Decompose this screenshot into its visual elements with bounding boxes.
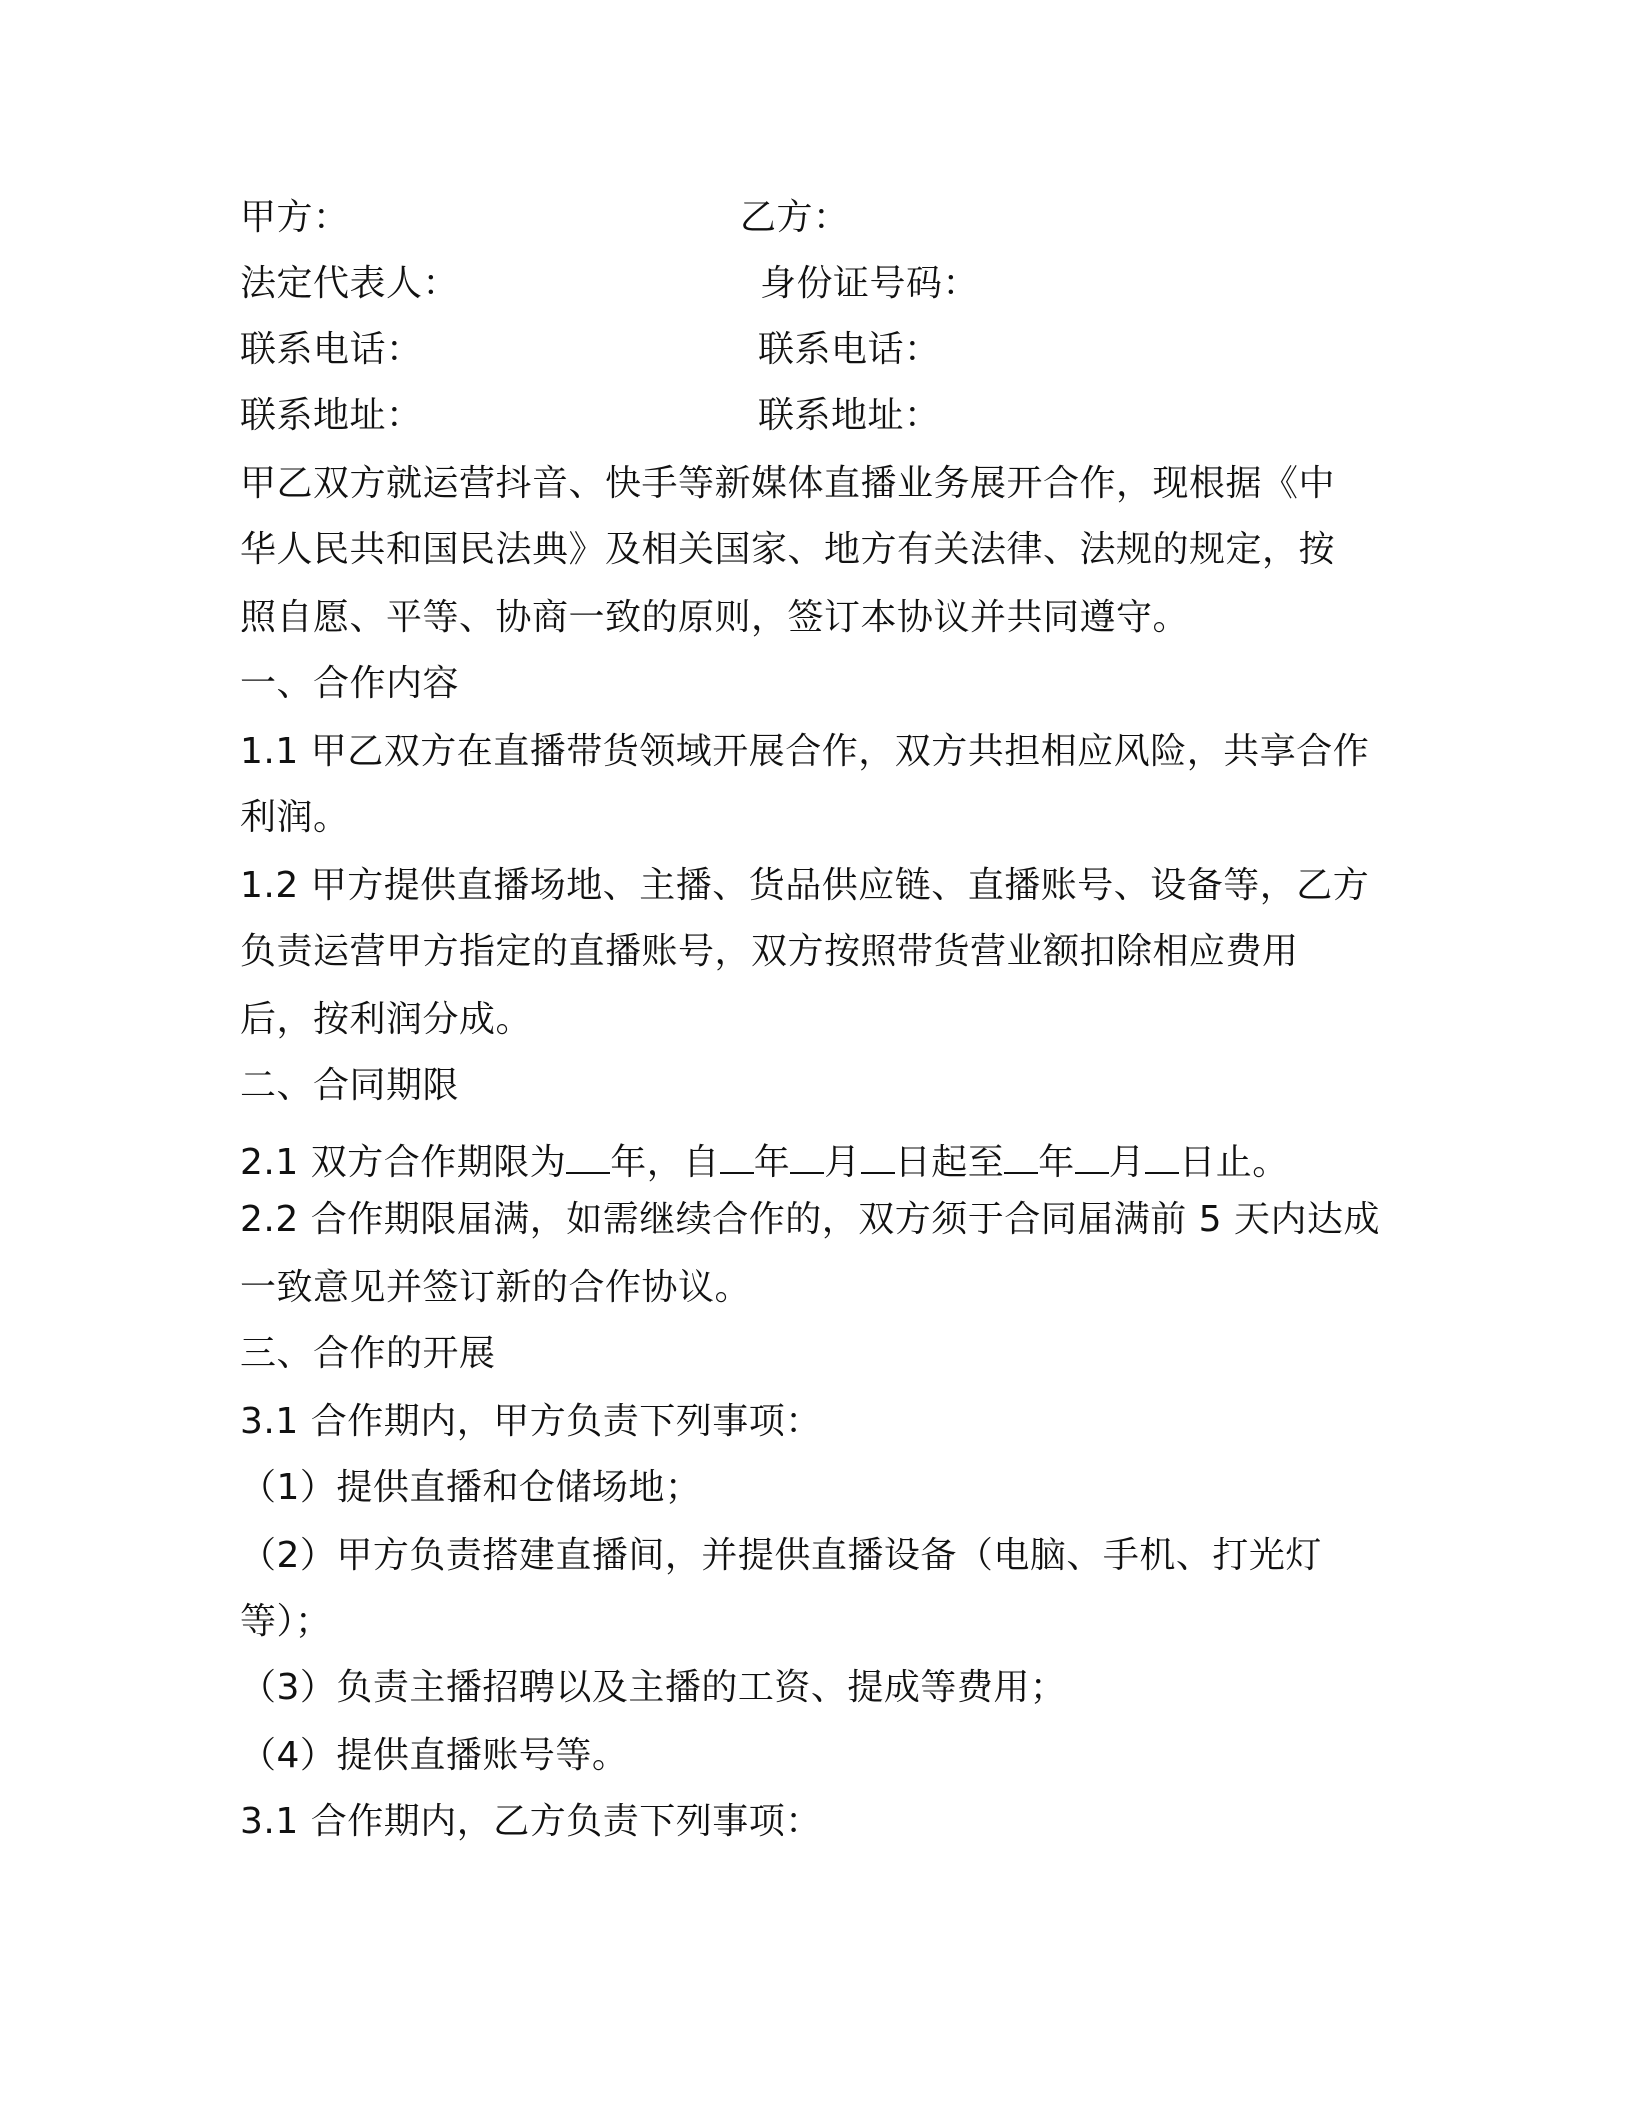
legal-rep-row	[240, 262, 980, 306]
clause-2-1-text: 年	[1038, 1142, 1075, 1183]
blank-end-day	[1145, 1134, 1179, 1174]
clause-3-1-party-b: 3.1 合作期内，乙方负责下列事项：	[240, 1801, 822, 1842]
blank-years	[566, 1134, 610, 1174]
preamble-line-3: 照自愿、平等、协商一致的原则，签订本协议并共同遵守。	[240, 597, 1190, 638]
section-2-title: 二、合同期限	[240, 1065, 460, 1106]
list-item: （4）提供直播账号等。	[240, 1735, 629, 1776]
phone-b-label: 联系电话：	[758, 329, 941, 370]
list-item: 等）；	[240, 1601, 332, 1642]
party-a-row	[240, 196, 850, 240]
party-a-label: 甲方：	[240, 197, 350, 238]
preamble-line-1: 甲乙双方就运营抖音、快手等新媒体直播业务展开合作，现根据《中	[240, 463, 1336, 504]
clause-1-1-line-1: 1.1 甲乙双方在直播带货领域开展合作，双方共担相应风险，共享合作	[240, 731, 1370, 772]
clause-2-1-text: 日起至	[894, 1142, 1005, 1183]
clause-1-2-line-1: 1.2 甲方提供直播场地、主播、货品供应链、直播账号、设备等，乙方	[240, 865, 1370, 906]
clause-2-2-line-2: 一致意见并签订新的合作协议。	[240, 1267, 752, 1308]
clause-2-1-text: 日止。	[1179, 1142, 1289, 1183]
phone-a-label: 联系电话：	[240, 329, 423, 370]
blank-start-day	[861, 1134, 895, 1174]
preamble-line-2: 华人民共和国民法典》及相关国家、地方有关法律、法规的规定，按	[240, 529, 1336, 570]
address-row	[240, 394, 941, 438]
clause-2-1-text: 年	[753, 1142, 791, 1183]
id-number-label: 身份证号码：	[760, 263, 980, 304]
clause-2-1-text: 月	[824, 1142, 861, 1183]
address-b-label: 联系地址：	[758, 395, 941, 436]
legal-rep-label: 法定代表人：	[240, 263, 460, 304]
clause-2-1-text: 2.1 双方合作期限为	[240, 1142, 567, 1183]
clause-2-1-text: 年，自	[610, 1142, 720, 1183]
phone-row	[240, 328, 941, 372]
blank-end-year	[1004, 1134, 1038, 1174]
party-b-label: 乙方：	[740, 197, 850, 238]
blank-end-month	[1075, 1134, 1109, 1174]
blank-start-year	[720, 1134, 754, 1174]
clause-3-1-party-a: 3.1 合作期内，甲方负责下列事项：	[240, 1401, 822, 1442]
clause-2-2-line-1: 2.2 合作期限届满，如需继续合作的，双方须于合同届满前 5 天内达成	[240, 1199, 1380, 1240]
clause-2-1	[240, 1134, 1289, 1185]
blank-start-month	[790, 1134, 824, 1174]
address-a-label: 联系地址：	[240, 395, 423, 436]
clause-1-2-line-2: 负责运营甲方指定的直播账号，双方按照带货营业额扣除相应费用	[240, 931, 1299, 972]
clause-1-2-line-3: 后，按利润分成。	[240, 999, 533, 1040]
section-3-title: 三、合作的开展	[240, 1333, 496, 1374]
clause-1-1-line-2: 利润。	[240, 797, 350, 838]
list-item: （1）提供直播和仓储场地；	[240, 1467, 702, 1508]
list-item: （2）甲方负责搭建直播间，并提供直播设备（电脑、手机、打光灯	[240, 1535, 1322, 1576]
list-item: （3）负责主播招聘以及主播的工资、提成等费用；	[240, 1667, 1067, 1708]
section-1-title: 一、合作内容	[240, 663, 460, 704]
clause-2-1-text: 月	[1108, 1142, 1146, 1183]
